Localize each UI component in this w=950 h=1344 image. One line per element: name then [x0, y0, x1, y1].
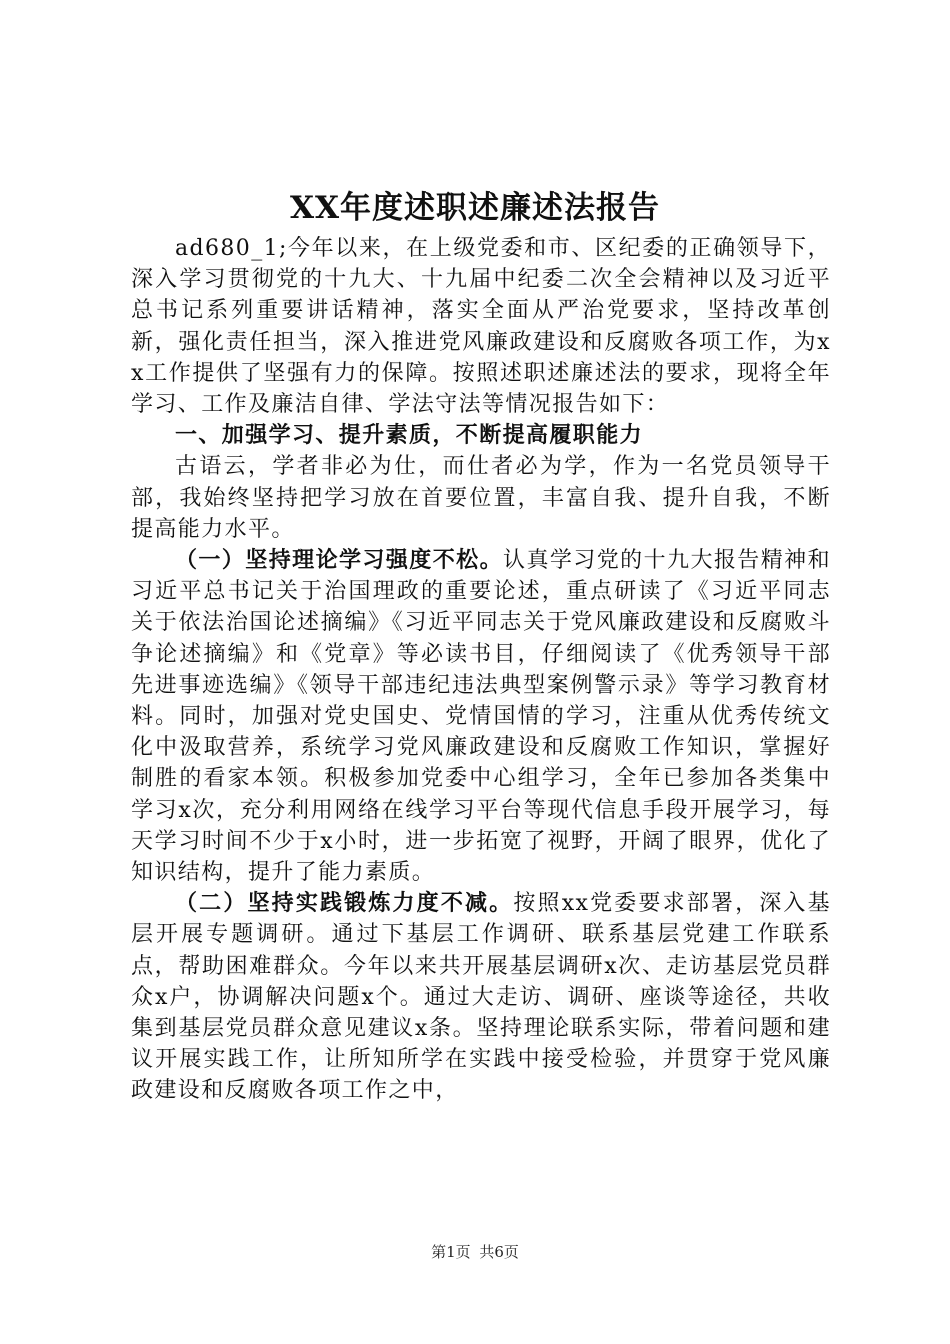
subsection-1-text: 认真学习党的十九大报告精神和习近平总书记关于治国理政的重要论述，重点研读了《习近平同志关于依法治国论述摘编》《习近平同志关于党风廉政建设和反腐败斗争论述摘编》和《党章》等必读书目，仔细阅读了《优秀领导干部先进事迹选编》《领导干部违纪违法典型案例警示录》等学习教育材料。同时，加强对党史国史、党情国情的学习，注重从优秀传统文化中汲取营养，系统学习党风廉政建设和反腐败工作知识，掌握好制胜的看家本领。积极参加党委中心组学习，全年已参加各类集中学习x次，充分利用网络在线学习平台等现代信息手段开展学习，每天学习时间不少于x小时，进一步拓宽了视野，开阔了眼界，优化了知识结构，提升了能力素质。 [131, 548, 831, 886]
section-1-paragraph: 古语云，学者非必为仕，而仕者必为学，作为一名党员领导干部，我始终坚持把学习放在首要位置，丰富自我、提升自我，不断提高能力水平。 [131, 454, 831, 542]
subsection-2-lead: （二）坚持实践锻炼力度不减。 [175, 890, 514, 917]
page-total: 共6页 [479, 1243, 519, 1261]
page-number: 第1页 [431, 1243, 471, 1261]
page-footer [0, 1240, 950, 1264]
subsection-2-paragraph [131, 888, 831, 1106]
section-heading-1: 一、加强学习、提升素质，不断提高履职能力 [175, 422, 644, 449]
subsection-2-text: 按照xx党委要求部署，深入基层开展专题调研。通过下基层工作调研、联系基层党建工作联系点，帮助困难群众。今年以来共开展基层调研x次、走访基层党员群众x户，协调解决问题x个。通过大走访、调研、座谈等途径，共收集到基层党员群众意见建议x条。坚持理论联系实际，带着问题和建议开展实践工作，让所知所学在实践中接受检验，并贯穿于党风廉政建设和反腐败各项工作之中， [131, 891, 831, 1104]
subsection-1-lead: （一）坚持理论学习强度不松。 [175, 547, 504, 574]
subsection-1-paragraph [131, 545, 831, 888]
document-body [131, 233, 831, 1107]
intro-paragraph: ad680_1;今年以来，在上级党委和市、区纪委的正确领导下，深入学习贯彻党的十九大、十九届中纪委二次全会精神以及习近平总书记系列重要讲话精神，落实全面从严治党要求，坚持改革创新，强化责任担当，深入推进党风廉政建设和反腐败各项工作，为xx工作提供了坚强有力的保障。按照述职述廉述法的要求，现将全年学习、工作及廉洁自律、学法守法等情况报告如下： [131, 236, 831, 418]
document-title: XX年度述职述廉述法报告 [289, 190, 661, 226]
